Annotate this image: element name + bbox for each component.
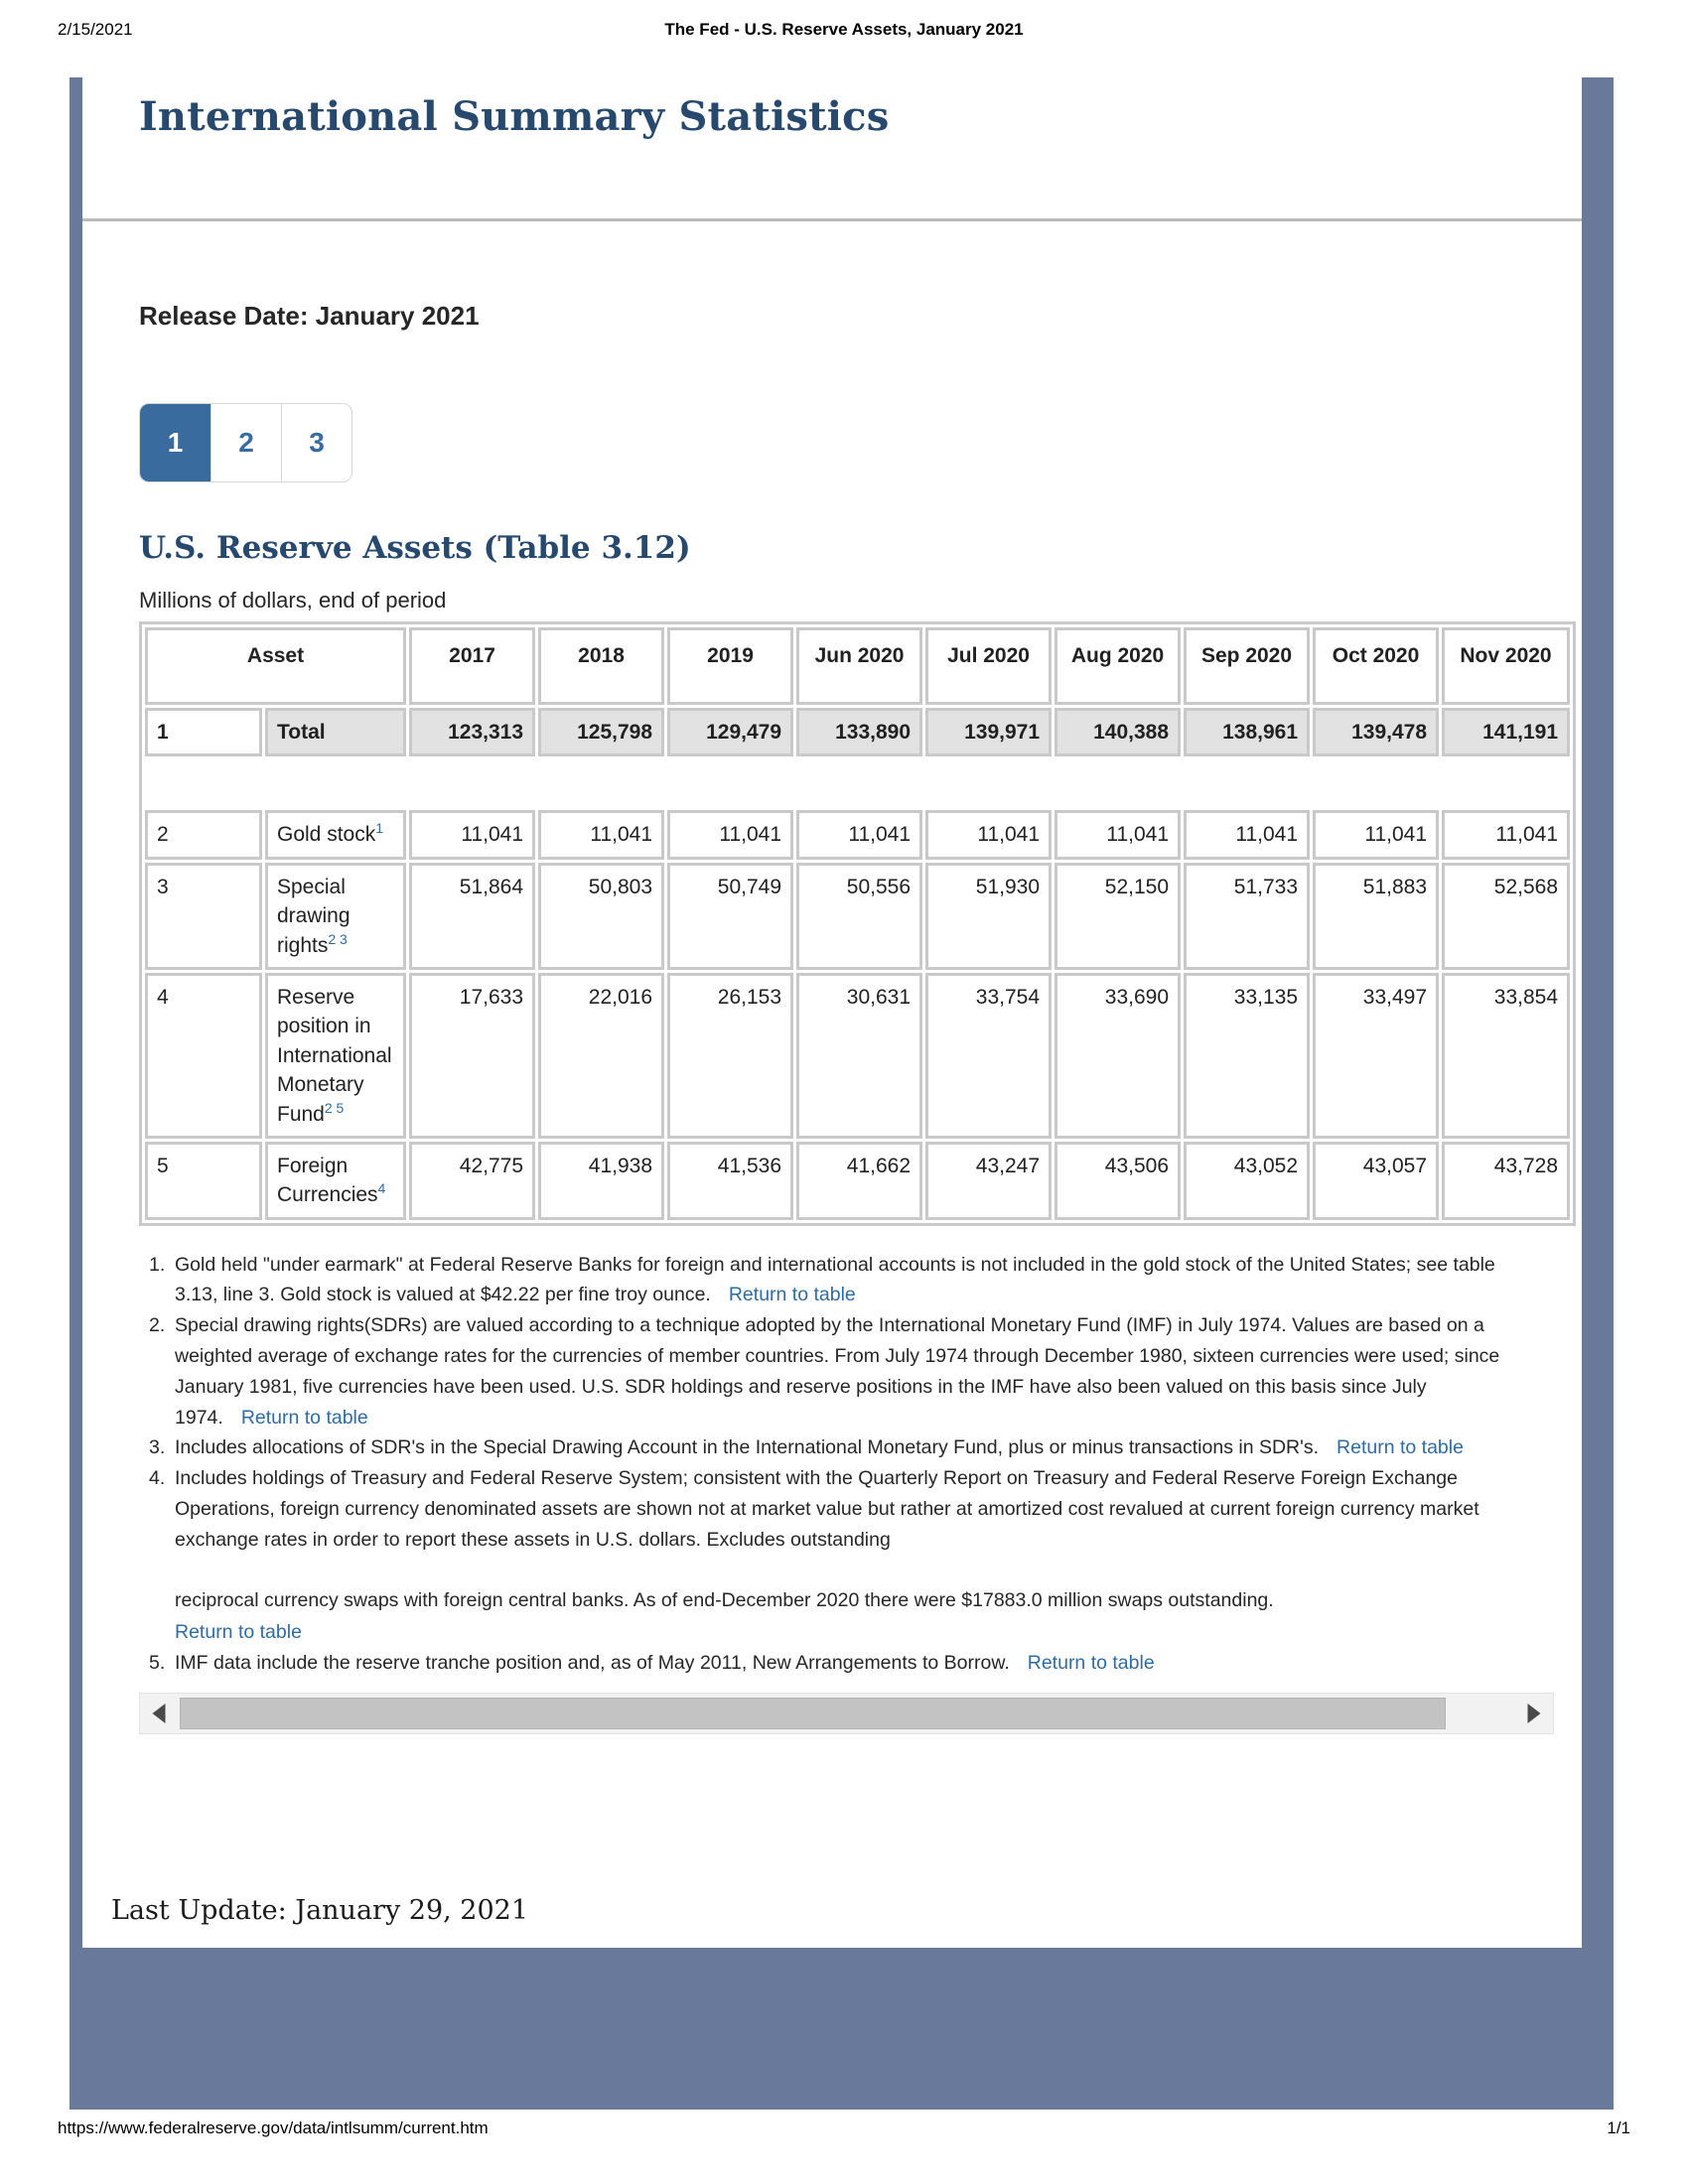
footnote-link-line [175, 1617, 1539, 1648]
value-cell: 11,041 [667, 810, 793, 859]
value-cell: 133,890 [796, 708, 922, 756]
footnote-item [149, 1648, 1539, 1679]
footnote-item [149, 1463, 1539, 1648]
print-url: https://www.federalreserve.gov/data/intlsumm/current.htm [58, 2118, 489, 2137]
value-cell: 11,041 [1313, 810, 1439, 859]
table-row [145, 1142, 1570, 1220]
value-cell: 41,536 [667, 1142, 793, 1220]
table-subtitle: Millions of dollars, end of period [139, 588, 447, 613]
footnotes-list [149, 1250, 1539, 1679]
footnote-text: Gold held "under earmark" at Federal Reserve Banks for foreign and international accounts is not included in the gold stock of the United States; see table 3.13, line 3. Gold stock is valued at $42.22 per fine troy ounce. [175, 1253, 1495, 1306]
asset-label-cell [265, 708, 406, 756]
footnote-paragraph [149, 1310, 1539, 1433]
footnote-superscript-link[interactable]: 2 5 [324, 1099, 345, 1116]
last-update: Last Update: January 29, 2021 [111, 1895, 529, 1926]
table-row [145, 863, 1570, 970]
value-cell: 42,775 [409, 1142, 535, 1220]
title-divider [82, 218, 1582, 221]
footnote-text: IMF data include the reserve tranche position and, as of May 2011, New Arrangements to Borrow. [175, 1652, 1010, 1675]
value-cell: 26,153 [667, 973, 793, 1139]
footnote-number: 3. [149, 1436, 166, 1459]
footnote-paragraph [149, 1648, 1539, 1679]
value-cell: 51,930 [925, 863, 1052, 970]
table-row [145, 810, 1570, 859]
footnote-item [149, 1250, 1539, 1311]
value-cell: 33,497 [1313, 973, 1439, 1139]
value-cell: 51,733 [1184, 863, 1310, 970]
table-row [145, 973, 1570, 1139]
value-cell: 41,662 [796, 1142, 922, 1220]
value-cell: 33,690 [1055, 973, 1181, 1139]
table-header-cell: Asset [145, 627, 406, 705]
asset-label: Gold stock [277, 823, 376, 847]
footnote-number: 1. [149, 1253, 166, 1276]
table-header-cell: Sep 2020 [1184, 627, 1310, 705]
row-number-cell: 4 [145, 973, 262, 1139]
footnote-superscript-link[interactable]: 4 [377, 1180, 386, 1197]
footnote-number: 4. [149, 1467, 166, 1490]
value-cell: 123,313 [409, 708, 535, 756]
scrollbar-right-arrow-icon[interactable] [1515, 1694, 1553, 1733]
asset-label-cell [265, 1142, 406, 1220]
row-number-cell: 1 [145, 708, 262, 756]
value-cell: 43,052 [1184, 1142, 1310, 1220]
page-title: International Summary Statistics [139, 93, 890, 140]
value-cell: 33,135 [1184, 973, 1310, 1139]
table-header-cell: 2017 [409, 627, 535, 705]
footnote-item [149, 1433, 1539, 1463]
asset-label: Reserve position in International Monetary Fund [277, 985, 392, 1126]
value-cell: 11,041 [1184, 810, 1310, 859]
table-header-cell: 2018 [538, 627, 664, 705]
value-cell: 52,150 [1055, 863, 1181, 970]
value-cell: 141,191 [1442, 708, 1570, 756]
asset-label-cell [265, 973, 406, 1139]
value-cell: 11,041 [1055, 810, 1181, 859]
value-cell: 50,749 [667, 863, 793, 970]
value-cell: 33,754 [925, 973, 1052, 1139]
release-date: Release Date: January 2021 [139, 301, 480, 331]
footnote-paragraph [149, 1463, 1539, 1555]
value-cell: 41,938 [538, 1142, 664, 1220]
value-cell: 33,854 [1442, 973, 1570, 1139]
value-cell: 125,798 [538, 708, 664, 756]
asset-label-cell [265, 863, 406, 970]
footnote-number: 5. [149, 1652, 166, 1675]
pagination-page-2[interactable]: 2 [211, 404, 281, 481]
row-number-cell: 2 [145, 810, 262, 859]
table-header-cell: Oct 2020 [1313, 627, 1439, 705]
footnote-paragraph [175, 1585, 1539, 1616]
footnote-item [149, 1310, 1539, 1433]
value-cell: 11,041 [925, 810, 1052, 859]
content-card [82, 77, 1582, 1948]
return-to-table-link[interactable]: Return to table [1336, 1436, 1464, 1459]
pagination-page-3[interactable]: 3 [281, 404, 352, 481]
value-cell: 139,971 [925, 708, 1052, 756]
footnote-text: Includes holdings of Treasury and Federal Reserve System; consistent with the Quarterly Report on Treasury and Federal Reserve Foreign Exchange Operations, foreign currency denominated assets are shown not at market value but rather at amortized cost revalued at current foreign currency market exchange rates in order to report these assets in U.S. dollars. Excludes outstanding [175, 1467, 1479, 1551]
value-cell: 30,631 [796, 973, 922, 1139]
value-cell: 11,041 [796, 810, 922, 859]
value-cell: 138,961 [1184, 708, 1310, 756]
return-to-table-link[interactable]: Return to table [175, 1621, 302, 1644]
value-cell: 129,479 [667, 708, 793, 756]
footnote-number: 2. [149, 1314, 166, 1337]
footnote-text: reciprocal currency swaps with foreign central banks. As of end-December 2020 there were $17883.0 million swaps outstanding. [175, 1588, 1274, 1611]
reserve-assets-table [139, 621, 1576, 1226]
asset-label: Foreign Currencies [277, 1154, 378, 1207]
value-cell: 50,803 [538, 863, 664, 970]
value-cell: 11,041 [1442, 810, 1570, 859]
print-document-title: The Fed - U.S. Reserve Assets, January 2021 [664, 20, 1024, 39]
footnote-text: Special drawing rights(SDRs) are valued according to a technique adopted by the International Monetary Fund (IMF) in July 1974. Values are based on a weighted average of exchange rates for the currencies of member countries. From July 1974 through December 1980, sixteen currencies were used; since January 1981, five currencies have been used. U.S. SDR holdings and reserve positions in the IMF have also been valued on this basis since July 1974. [175, 1314, 1500, 1429]
table-body [145, 708, 1570, 1220]
value-cell: 50,556 [796, 863, 922, 970]
value-cell: 43,247 [925, 1142, 1052, 1220]
value-cell: 52,568 [1442, 863, 1570, 970]
scrollbar-left-arrow-icon[interactable] [140, 1694, 178, 1733]
scrollbar-thumb[interactable] [180, 1698, 1446, 1729]
footnote-superscript-link[interactable]: 1 [375, 820, 384, 837]
table-header-cell: Jul 2020 [925, 627, 1052, 705]
horizontal-scrollbar[interactable] [139, 1693, 1554, 1734]
table-row [145, 708, 1570, 756]
value-cell: 11,041 [538, 810, 664, 859]
pagination-page-1[interactable]: 1 [140, 404, 211, 481]
asset-label: Special drawing rights [277, 875, 351, 957]
table-header [145, 627, 1570, 705]
value-cell: 51,864 [409, 863, 535, 970]
asset-label: Total [277, 721, 326, 744]
value-cell: 11,041 [409, 810, 535, 859]
value-cell: 17,633 [409, 973, 535, 1139]
return-to-table-link[interactable]: Return to table [240, 1406, 368, 1429]
value-cell: 51,883 [1313, 863, 1439, 970]
value-cell: 43,728 [1442, 1142, 1570, 1220]
main-content [82, 301, 1582, 1734]
footnote-text: Includes allocations of SDR's in the Special Drawing Account in the International Monetary Fund, plus or minus transactions in SDR's. [175, 1436, 1320, 1459]
footnote-superscript-link[interactable]: 2 3 [328, 930, 348, 947]
section-title: U.S. Reserve Assets (Table 3.12) [139, 530, 691, 566]
value-cell: 43,057 [1313, 1142, 1439, 1220]
print-date: 2/15/2021 [58, 20, 133, 39]
table-header-cell: Nov 2020 [1442, 627, 1570, 705]
print-footer [58, 2118, 1630, 2138]
print-header [58, 20, 1630, 44]
row-number-cell: 3 [145, 863, 262, 970]
print-page-number: 1/1 [1607, 2118, 1630, 2137]
table-header-cell: Jun 2020 [796, 627, 922, 705]
value-cell: 139,478 [1313, 708, 1439, 756]
table-header-cell: 2019 [667, 627, 793, 705]
value-cell: 43,506 [1055, 1142, 1181, 1220]
table-header-cell: Aug 2020 [1055, 627, 1181, 705]
pagination [139, 403, 352, 482]
footnote-paragraph [149, 1250, 1539, 1311]
return-to-table-link[interactable]: Return to table [1027, 1652, 1155, 1675]
return-to-table-link[interactable]: Return to table [728, 1284, 856, 1306]
value-cell: 140,388 [1055, 708, 1181, 756]
asset-label-cell [265, 810, 406, 859]
footnote-paragraph [149, 1433, 1539, 1463]
spacer-row [145, 759, 1570, 807]
value-cell: 22,016 [538, 973, 664, 1139]
row-number-cell: 5 [145, 1142, 262, 1220]
